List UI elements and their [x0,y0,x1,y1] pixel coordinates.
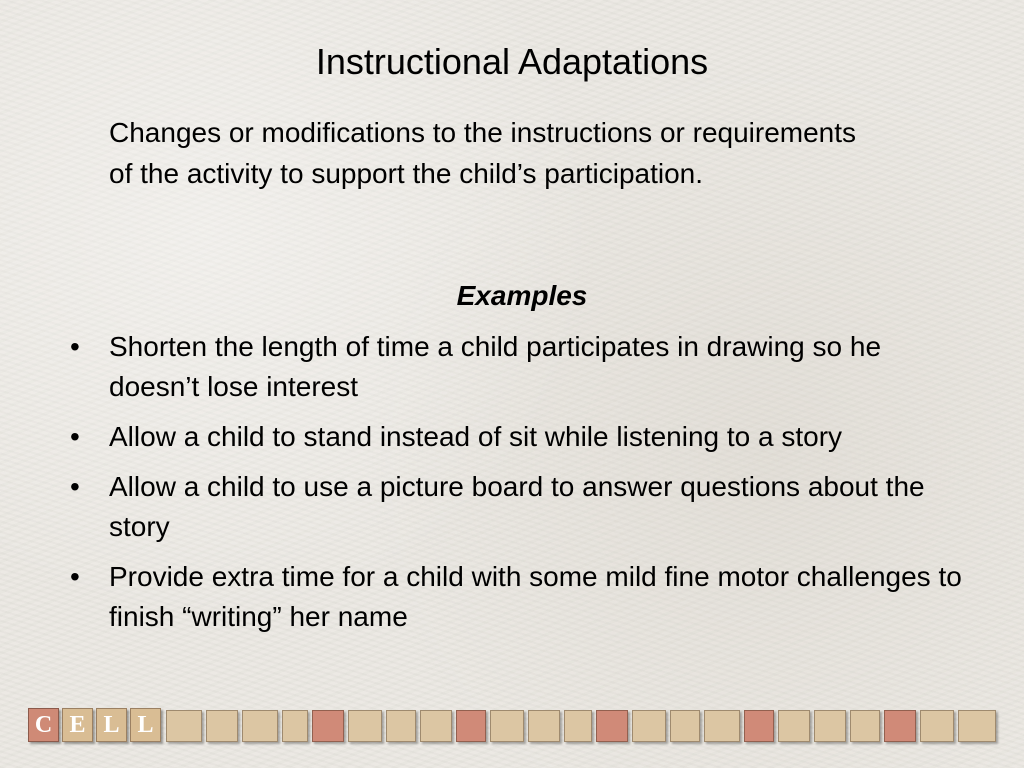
footer-block [704,710,740,742]
footer-block [166,710,202,742]
bullet-icon: • [70,421,80,452]
list-item [70,417,970,457]
footer-block [490,710,524,742]
footer-block [564,710,592,742]
logo-letter-l: L [96,708,127,742]
list-item [70,327,970,407]
footer-block [632,710,666,742]
footer-block [778,710,810,742]
list-item [70,557,970,637]
footer-block [420,710,452,742]
footer-block [744,710,774,742]
bullet-icon: • [70,561,80,592]
footer-block [206,710,238,742]
footer-block [242,710,278,742]
list-item-text: Provide extra time for a child with some mild fine motor challenges to finish “writing” her name [109,561,962,632]
footer-block [850,710,880,742]
list-item-text: Allow a child to stand instead of sit while listening to a story [109,421,843,452]
examples-list [70,327,970,647]
intro-text: Changes or modifications to the instructions or requirements of the activity to support the child’s participation. [109,117,857,189]
list-item [70,467,970,547]
footer-block [920,710,954,742]
slide-title: Instructional Adaptations [315,41,709,82]
logo-letter-e: E [62,708,93,742]
list-item-text: Allow a child to use a picture board to answer questions about the story [109,471,925,542]
bullet-icon: • [70,471,80,502]
footer-block [282,710,308,742]
footer-block [386,710,416,742]
footer-block [596,710,628,742]
footer-block [670,710,700,742]
footer-block [312,710,344,742]
footer-block [884,710,916,742]
footer-block [348,710,382,742]
logo-letter-l: L [130,708,161,742]
footer-block [456,710,486,742]
examples-heading: Examples [456,280,588,311]
footer-block [528,710,560,742]
bullet-icon: • [70,331,80,362]
footer-block [814,710,846,742]
list-item-text: Shorten the length of time a child participates in drawing so he doesn’t lose interest [109,331,882,402]
logo-letter-c: C [28,708,59,742]
footer-block [958,710,996,742]
cell-logo-footer [26,706,1002,744]
